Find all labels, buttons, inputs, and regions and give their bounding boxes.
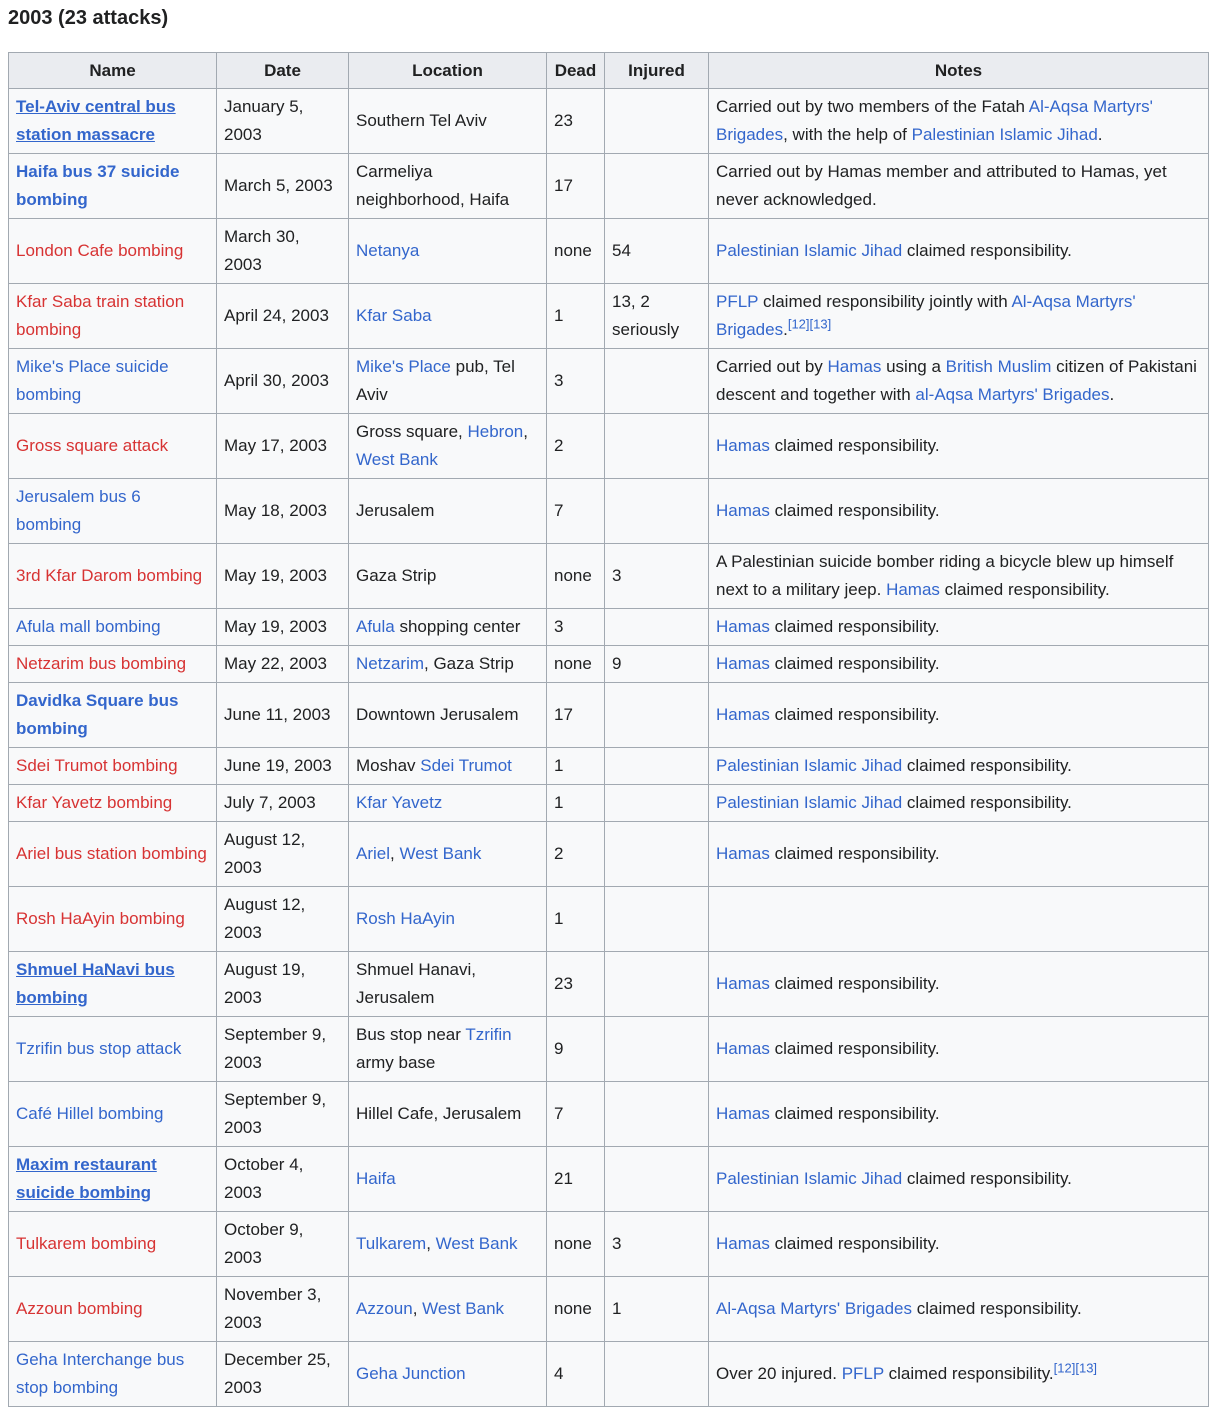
cell-injured: 1	[605, 1277, 709, 1342]
wiki-link[interactable]: Hamas	[716, 705, 770, 724]
cell-text: army base	[356, 1053, 436, 1072]
cell-text: claimed responsibility.	[939, 580, 1110, 599]
redlink[interactable]: Rosh HaAyin bombing	[16, 909, 185, 928]
cell-date: August 12, 2003	[217, 822, 349, 887]
cell-name	[9, 154, 217, 219]
cell-location	[349, 154, 547, 219]
cell-injured	[605, 952, 709, 1017]
wiki-link[interactable]: West Bank	[422, 1299, 505, 1318]
cell-dead: 3	[547, 349, 605, 414]
cell-text: ,	[523, 422, 528, 441]
wiki-link[interactable]: Azzoun	[356, 1299, 413, 1318]
wiki-link[interactable]: Geha Junction	[356, 1364, 466, 1383]
cell-injured	[605, 785, 709, 822]
wiki-link[interactable]: Kfar Saba	[356, 306, 432, 325]
cell-name	[9, 479, 217, 544]
wiki-link[interactable]: Mike's Place	[356, 357, 451, 376]
wiki-link[interactable]: Afula mall bombing	[16, 617, 161, 636]
table-row	[9, 1082, 1209, 1147]
cell-injured	[605, 683, 709, 748]
cell-date: July 7, 2003	[217, 785, 349, 822]
cell-location	[349, 219, 547, 284]
cell-dead: 17	[547, 154, 605, 219]
cell-notes	[709, 1342, 1209, 1407]
citation-link[interactable]: [13]	[809, 316, 832, 332]
section-title: 2003 (23 attacks)	[8, 7, 169, 29]
redlink[interactable]: Netzarim bus bombing	[16, 654, 187, 673]
cell-date: March 5, 2003	[217, 154, 349, 219]
cell-date: May 19, 2003	[217, 544, 349, 609]
cell-text: claimed responsibility.	[769, 654, 940, 673]
cell-notes	[709, 1212, 1209, 1277]
cell-text: ,	[390, 844, 400, 863]
wiki-link[interactable]: Hamas	[716, 974, 770, 993]
wiki-link[interactable]: Al-Aqsa Martyrs' Brigades	[716, 292, 1136, 339]
cell-dead: none	[547, 646, 605, 683]
cell-date: June 19, 2003	[217, 748, 349, 785]
cell-location	[349, 1212, 547, 1277]
citation-link[interactable]: [12]	[1053, 1360, 1076, 1376]
wiki-link[interactable]: Afula	[356, 617, 395, 636]
cell-text: claimed responsibility.	[769, 1104, 940, 1123]
wiki-link[interactable]: Maxim restaurant suicide bombing	[16, 1155, 157, 1202]
cell-injured	[605, 822, 709, 887]
table-row	[9, 748, 1209, 785]
wiki-link[interactable]: British Muslim	[945, 357, 1052, 376]
cell-location	[349, 822, 547, 887]
wiki-link[interactable]: Geha Interchange bus stop bombing	[16, 1350, 185, 1397]
cell-dead: 23	[547, 89, 605, 154]
cell-notes	[709, 822, 1209, 887]
table-row	[9, 822, 1209, 887]
cell-text: .	[783, 320, 788, 339]
cell-name	[9, 414, 217, 479]
wiki-link[interactable]: Palestinian Islamic Jihad	[716, 241, 903, 260]
cell-text: Southern Tel Aviv	[356, 111, 487, 130]
cell-text: .	[1109, 385, 1115, 404]
cell-name	[9, 1342, 217, 1407]
cell-dead: 3	[547, 609, 605, 646]
cell-name	[9, 1212, 217, 1277]
cell-notes	[709, 1147, 1209, 1212]
cell-notes	[709, 785, 1209, 822]
cell-location	[349, 284, 547, 349]
cell-text: using a	[881, 357, 946, 376]
cell-date: November 3, 2003	[217, 1277, 349, 1342]
table-row	[9, 785, 1209, 822]
cell-dead: 2	[547, 414, 605, 479]
header-location[interactable]: Location	[349, 53, 547, 89]
wiki-link[interactable]: Hamas	[716, 1039, 770, 1058]
wiki-link[interactable]: Hamas	[716, 1234, 770, 1253]
cell-text: Carried out by	[716, 357, 828, 376]
cell-name	[9, 1277, 217, 1342]
cell-location	[349, 952, 547, 1017]
cell-dead: 1	[547, 284, 605, 349]
cell-text: Downtown Jerusalem	[356, 705, 519, 724]
cell-dead: 21	[547, 1147, 605, 1212]
cell-notes	[709, 887, 1209, 952]
cell-text: Shmuel Hanavi, Jerusalem	[356, 960, 477, 1007]
cell-text: claimed responsibility.	[902, 756, 1072, 775]
wiki-link[interactable]: Jerusalem bus 6 bombing	[16, 487, 141, 534]
attacks-table	[8, 52, 1209, 1407]
cell-text: Over 20 injured.	[716, 1364, 842, 1383]
wiki-link[interactable]: Kfar Yavetz	[356, 793, 443, 812]
cell-notes	[709, 952, 1209, 1017]
header-notes[interactable]: Notes	[709, 53, 1209, 89]
cell-location	[349, 748, 547, 785]
cell-dead: 1	[547, 748, 605, 785]
wiki-link[interactable]: Palestinian Islamic Jihad	[716, 793, 903, 812]
cell-location	[349, 1342, 547, 1407]
cell-name	[9, 349, 217, 414]
cell-notes	[709, 349, 1209, 414]
table-row	[9, 1342, 1209, 1407]
cell-text: Moshav	[356, 756, 421, 775]
cell-dead: 2	[547, 822, 605, 887]
redlink[interactable]: Gross square attack	[16, 436, 169, 455]
wiki-link[interactable]: Hamas	[716, 617, 770, 636]
cell-text: Jerusalem	[356, 501, 435, 520]
cell-text: Carried out by two members of the Fatah	[716, 97, 1029, 116]
wiki-link[interactable]: Café Hillel bombing	[16, 1104, 164, 1123]
wiki-link[interactable]: Hebron	[467, 422, 524, 441]
cell-text: claimed responsibility.	[769, 617, 940, 636]
cell-injured: 13, 2 seriously	[605, 284, 709, 349]
cell-text: claimed responsibility.	[902, 793, 1072, 812]
cell-dead: 9	[547, 1017, 605, 1082]
cell-text: shopping center	[394, 617, 521, 636]
cell-location	[349, 887, 547, 952]
cell-name	[9, 822, 217, 887]
cell-notes	[709, 89, 1209, 154]
cell-text: claimed responsibility.	[769, 1039, 940, 1058]
redlink[interactable]: 3rd Kfar Darom bombing	[16, 566, 203, 585]
cell-name	[9, 1082, 217, 1147]
cell-text: ,	[426, 1234, 436, 1253]
cell-dead: 7	[547, 1082, 605, 1147]
cell-text: , Gaza Strip	[424, 654, 514, 673]
cell-notes	[709, 479, 1209, 544]
cell-location	[349, 89, 547, 154]
cell-location	[349, 1147, 547, 1212]
wiki-link[interactable]: Haifa	[356, 1169, 396, 1188]
wiki-link[interactable]: Hamas	[716, 654, 770, 673]
wiki-link[interactable]: Hamas	[827, 357, 882, 376]
table-row	[9, 349, 1209, 414]
cell-injured	[605, 748, 709, 785]
cell-dead: 17	[547, 683, 605, 748]
cell-name	[9, 219, 217, 284]
cell-date: October 9, 2003	[217, 1212, 349, 1277]
wiki-link[interactable]: PFLP	[716, 292, 759, 311]
cell-name	[9, 1147, 217, 1212]
cell-notes	[709, 683, 1209, 748]
cell-text: .	[1097, 125, 1103, 144]
table-header-row	[9, 53, 1209, 89]
redlink[interactable]: Tulkarem bombing	[16, 1234, 157, 1253]
cell-notes	[709, 1017, 1209, 1082]
cell-injured	[605, 1147, 709, 1212]
cell-date: October 4, 2003	[217, 1147, 349, 1212]
cell-name	[9, 646, 217, 683]
cell-date: May 19, 2003	[217, 609, 349, 646]
cell-text: claimed responsibility jointly with	[758, 292, 1012, 311]
cell-notes	[709, 544, 1209, 609]
wiki-link[interactable]: Tel-Aviv central bus station massacre	[16, 97, 176, 144]
wiki-link[interactable]: Al-Aqsa Martyrs' Brigades	[716, 97, 1153, 144]
cell-text: claimed responsibility.	[883, 1364, 1054, 1383]
cell-location	[349, 544, 547, 609]
cell-location	[349, 683, 547, 748]
header-name[interactable]: Name	[9, 53, 217, 89]
wiki-link[interactable]: Hamas	[716, 501, 770, 520]
cell-text: claimed responsibility.	[769, 1234, 940, 1253]
cell-location	[349, 414, 547, 479]
cell-date: May 22, 2003	[217, 646, 349, 683]
redlink[interactable]: Kfar Saba train station bombing	[16, 292, 185, 339]
cell-name	[9, 952, 217, 1017]
cell-date: June 11, 2003	[217, 683, 349, 748]
wiki-link[interactable]: Davidka Square bus bombing	[16, 691, 179, 738]
cell-text: ,	[412, 1299, 423, 1318]
cell-date: August 19, 2003	[217, 952, 349, 1017]
wiki-link[interactable]: West Bank	[356, 450, 438, 469]
cell-date: April 24, 2003	[217, 284, 349, 349]
cell-injured	[605, 89, 709, 154]
wiki-link[interactable]: West Bank	[435, 1234, 518, 1253]
wiki-link[interactable]: Palestinian Islamic Jihad	[716, 756, 903, 775]
cell-injured	[605, 414, 709, 479]
cell-notes	[709, 646, 1209, 683]
table-row	[9, 414, 1209, 479]
cell-text: citizen of Pakistani descent and together with	[716, 357, 1197, 404]
cell-dead: 23	[547, 952, 605, 1017]
cell-injured: 54	[605, 219, 709, 284]
wiki-link[interactable]: Hamas	[716, 436, 770, 455]
cell-name	[9, 748, 217, 785]
wiki-link[interactable]: Ariel	[356, 844, 391, 863]
wiki-link[interactable]: PFLP	[841, 1364, 884, 1383]
table-row	[9, 1147, 1209, 1212]
cell-location	[349, 785, 547, 822]
table-row	[9, 284, 1209, 349]
cell-text: claimed responsibility.	[911, 1299, 1082, 1318]
wiki-link[interactable]: Tzrifin	[465, 1025, 512, 1044]
table-row	[9, 1212, 1209, 1277]
wiki-link[interactable]: Sdei Trumot	[420, 756, 512, 775]
cell-name	[9, 1017, 217, 1082]
table-row	[9, 219, 1209, 284]
cell-text: claimed responsibility.	[769, 974, 940, 993]
cell-notes	[709, 1082, 1209, 1147]
redlink[interactable]: Azzoun bombing	[16, 1299, 143, 1318]
cell-dead: 4	[547, 1342, 605, 1407]
cell-dead: 1	[547, 785, 605, 822]
cell-date: December 25, 2003	[217, 1342, 349, 1407]
cell-text: claimed responsibility.	[902, 241, 1072, 260]
wiki-link[interactable]: Netzarim	[356, 654, 425, 673]
cell-injured	[605, 1017, 709, 1082]
wiki-link[interactable]: Hamas	[716, 844, 770, 863]
table-row	[9, 887, 1209, 952]
cell-name	[9, 785, 217, 822]
cell-text: pub, Tel Aviv	[356, 357, 515, 404]
cell-dead: 7	[547, 479, 605, 544]
wiki-link[interactable]: Palestinian Islamic Jihad	[911, 125, 1098, 144]
cell-notes	[709, 1277, 1209, 1342]
cell-notes	[709, 748, 1209, 785]
cell-text: Hillel Cafe, Jerusalem	[356, 1104, 522, 1123]
wiki-link[interactable]: Haifa bus 37 suicide bombing	[16, 162, 180, 209]
table-row	[9, 609, 1209, 646]
wiki-link[interactable]: Palestinian Islamic Jihad	[716, 1169, 903, 1188]
cell-dead: none	[547, 1277, 605, 1342]
cell-date: May 18, 2003	[217, 479, 349, 544]
cell-injured: 3	[605, 544, 709, 609]
cell-injured	[605, 349, 709, 414]
wiki-link[interactable]: Hamas	[716, 1104, 770, 1123]
wiki-link[interactable]: al-Aqsa Martyrs' Brigades	[915, 385, 1110, 404]
header-injured[interactable]: Injured	[605, 53, 709, 89]
cell-injured	[605, 1342, 709, 1407]
cell-notes	[709, 154, 1209, 219]
cell-dead: none	[547, 219, 605, 284]
table-row	[9, 479, 1209, 544]
cell-text: claimed responsibility.	[769, 501, 940, 520]
wiki-link[interactable]: West Bank	[399, 844, 482, 863]
cell-date: April 30, 2003	[217, 349, 349, 414]
table-row	[9, 154, 1209, 219]
cell-text: Bus stop near	[356, 1025, 466, 1044]
cell-location	[349, 1082, 547, 1147]
cell-date: January 5, 2003	[217, 89, 349, 154]
table-row	[9, 89, 1209, 154]
redlink[interactable]: Ariel bus station bombing	[16, 844, 207, 863]
wiki-link[interactable]: Netanya	[356, 241, 420, 260]
header-dead[interactable]: Dead	[547, 53, 605, 89]
cell-text: claimed responsibility.	[769, 436, 940, 455]
cell-location	[349, 479, 547, 544]
cell-name	[9, 683, 217, 748]
cell-date: September 9, 2003	[217, 1017, 349, 1082]
cell-location	[349, 646, 547, 683]
cell-injured: 3	[605, 1212, 709, 1277]
cell-injured	[605, 1082, 709, 1147]
table-row	[9, 1277, 1209, 1342]
table-row	[9, 1017, 1209, 1082]
cell-name	[9, 284, 217, 349]
cell-date: September 9, 2003	[217, 1082, 349, 1147]
wiki-link[interactable]: Hamas	[886, 580, 940, 599]
cell-injured	[605, 609, 709, 646]
wiki-link[interactable]: Mike's Place suicide bombing	[16, 357, 169, 404]
cell-text: A Palestinian suicide bomber riding a bicycle blew up himself next to a military jeep.	[716, 552, 1174, 599]
cell-name	[9, 89, 217, 154]
cell-name	[9, 887, 217, 952]
cell-text: Carried out by Hamas member and attributed to Hamas, yet never acknowledged.	[716, 162, 1167, 209]
cell-date: March 30, 2003	[217, 219, 349, 284]
cell-notes	[709, 609, 1209, 646]
cell-text: claimed responsibility.	[769, 705, 940, 724]
cell-location	[349, 609, 547, 646]
cell-notes	[709, 284, 1209, 349]
cell-text: Gross square,	[356, 422, 468, 441]
cell-text: Carmeliya neighborhood, Haifa	[356, 162, 510, 209]
cell-injured: 9	[605, 646, 709, 683]
cell-text: , with the help of	[783, 125, 912, 144]
cell-name	[9, 609, 217, 646]
header-date[interactable]: Date	[217, 53, 349, 89]
wiki-link[interactable]: Tulkarem	[356, 1234, 427, 1253]
cell-injured	[605, 887, 709, 952]
table-row	[9, 952, 1209, 1017]
redlink[interactable]: Sdei Trumot bombing	[16, 756, 178, 775]
table-row	[9, 646, 1209, 683]
cell-dead: none	[547, 1212, 605, 1277]
cell-text: claimed responsibility.	[769, 844, 940, 863]
table-row	[9, 544, 1209, 609]
wiki-link[interactable]: Al-Aqsa Martyrs' Brigades	[716, 1299, 912, 1318]
cell-name	[9, 544, 217, 609]
cell-location	[349, 1017, 547, 1082]
citation-link[interactable]: [12]	[787, 316, 810, 332]
citation-link[interactable]: [13]	[1075, 1360, 1098, 1376]
cell-notes	[709, 414, 1209, 479]
cell-date: May 17, 2003	[217, 414, 349, 479]
cell-dead: 1	[547, 887, 605, 952]
wiki-link[interactable]: Tzrifin bus stop attack	[16, 1039, 182, 1058]
redlink[interactable]: Kfar Yavetz bombing	[16, 793, 173, 812]
cell-dead: none	[547, 544, 605, 609]
cell-notes	[709, 219, 1209, 284]
cell-date: August 12, 2003	[217, 887, 349, 952]
wiki-link[interactable]: Shmuel HaNavi bus bombing	[16, 960, 175, 1007]
cell-text: claimed responsibility.	[902, 1169, 1072, 1188]
wiki-link[interactable]: Rosh HaAyin	[356, 909, 455, 928]
cell-location	[349, 349, 547, 414]
cell-injured	[605, 154, 709, 219]
cell-text: Gaza Strip	[356, 566, 437, 585]
cell-injured	[605, 479, 709, 544]
table-row	[9, 683, 1209, 748]
cell-location	[349, 1277, 547, 1342]
redlink[interactable]: London Cafe bombing	[16, 241, 184, 260]
